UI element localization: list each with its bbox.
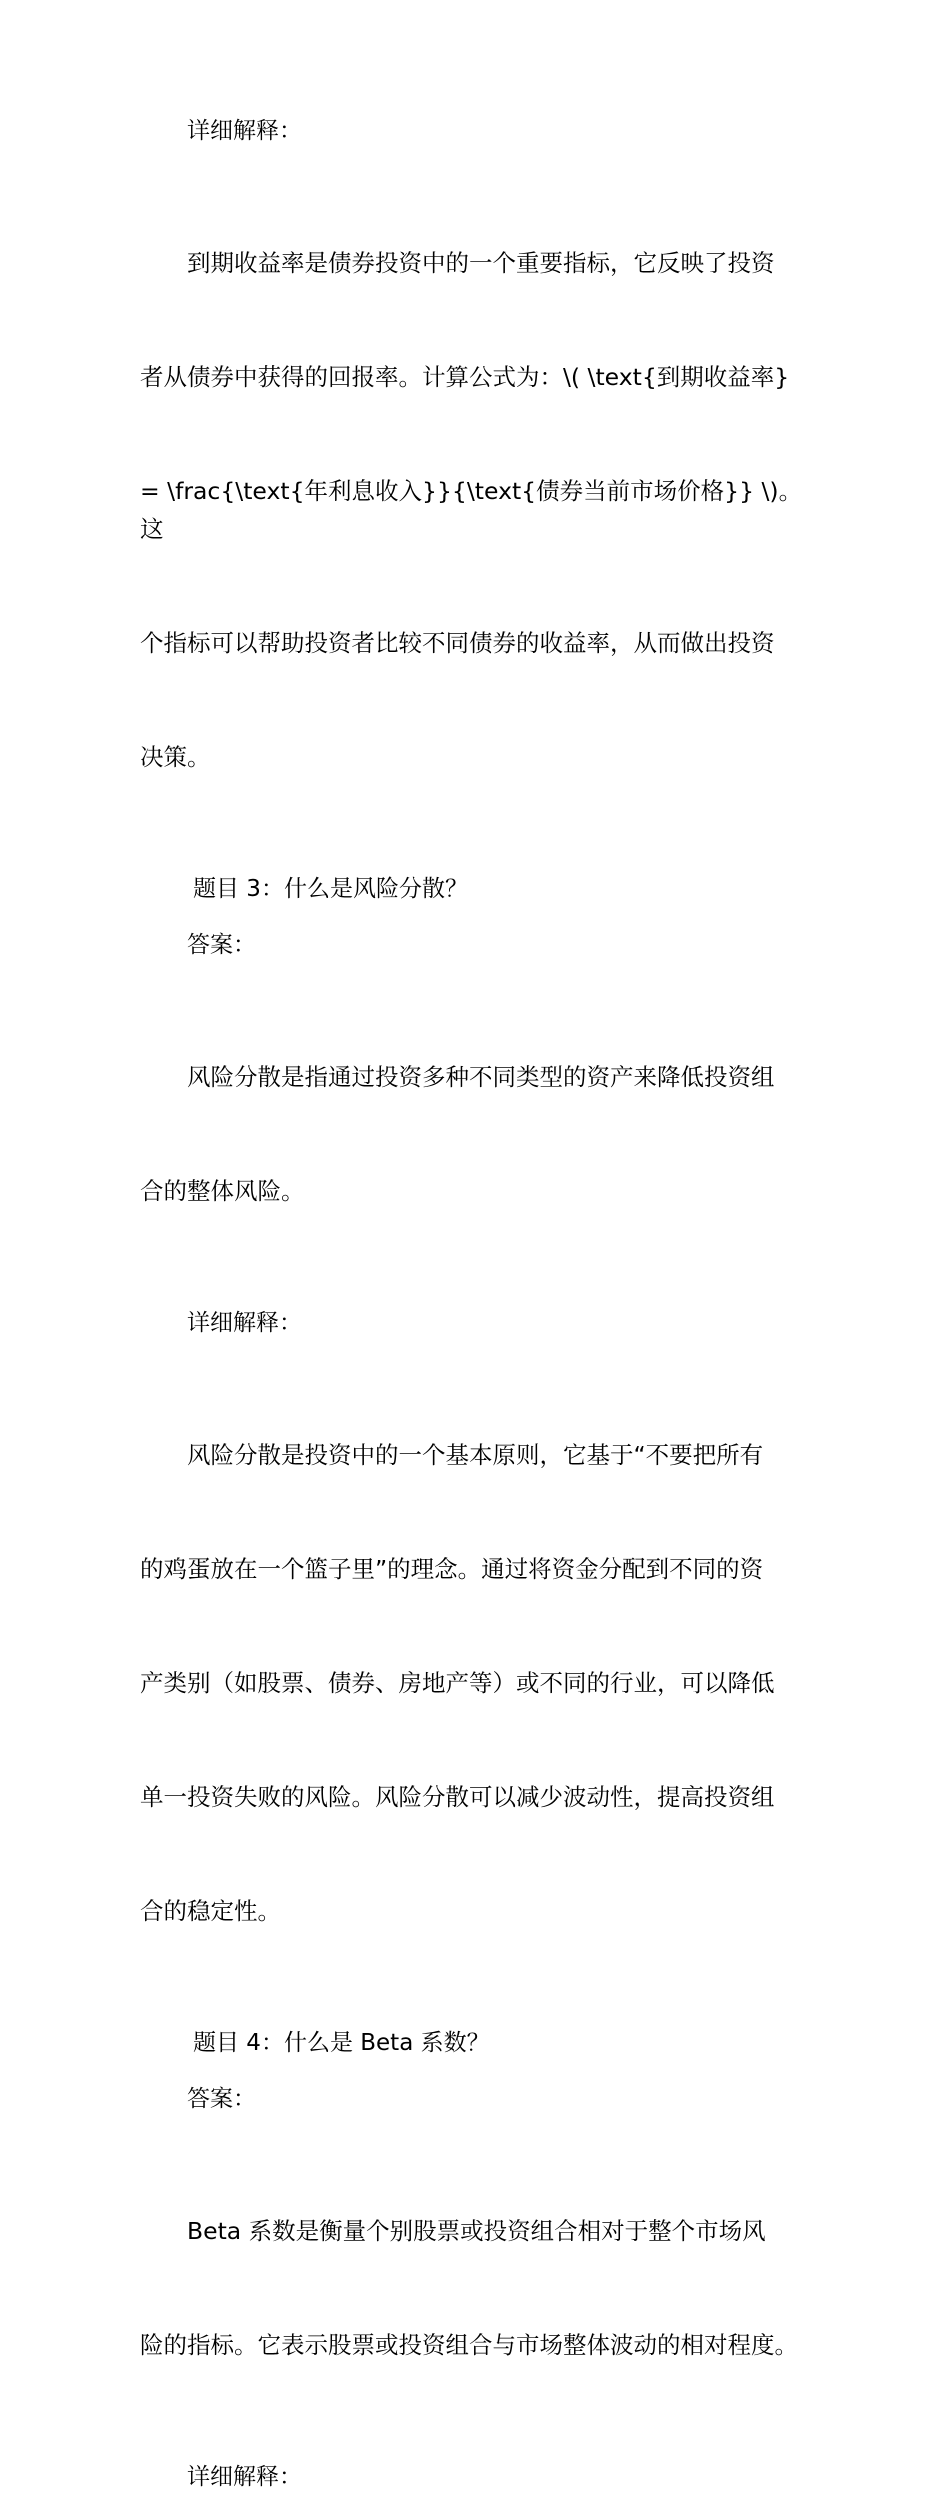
question-4-heading: 题目 4：什么是 Beta 系数？: [193, 2030, 490, 2056]
question-3-heading: 题目 3：什么是风险分散？: [193, 876, 468, 902]
text-line: 合的稳定性。: [140, 1897, 281, 1925]
text-line: Beta 系数是衡量个别股票或投资组合相对于整个市场风: [187, 2217, 766, 2245]
answer-label: 答案：: [187, 932, 256, 958]
text-line: 个指标可以帮助投资者比较不同债券的收益率，从而做出投资: [140, 629, 775, 657]
detail-label: 详细解释：: [187, 2464, 302, 2490]
text-line: 险的指标。它表示股票或投资组合与市场整体波动的相对程度。: [140, 2331, 798, 2359]
text-line: 产类别（如股票、债券、房地产等）或不同的行业，可以降低: [140, 1669, 775, 1697]
paragraph-diversification-explanation: [140, 1360, 820, 2006]
paragraph-ytm-explanation: [140, 168, 820, 852]
paragraph-beta-answer: [140, 2136, 820, 2440]
text-line: 到期收益率是债券投资中的一个重要指标，它反映了投资: [187, 249, 775, 277]
text-line: = \frac{\text{年利息收入}}{\text{债券当前市场价格}} \)。这: [140, 477, 803, 543]
answer-label: 答案：: [187, 2086, 256, 2112]
text-line: 单一投资失败的风险。风险分散可以减少波动性，提高投资组: [140, 1783, 775, 1811]
text-line: 风险分散是指通过投资多种不同类型的资产来降低投资组: [187, 1063, 775, 1091]
text-line: 的鸡蛋放在一个篮子里”的理念。通过将资金分配到不同的资: [140, 1555, 764, 1583]
paragraph-diversification-answer: [140, 982, 820, 1286]
document-page: [140, 112, 820, 2514]
text-line: 合的整体风险。: [140, 1177, 305, 1205]
detail-label: 详细解释：: [187, 1310, 302, 1336]
text-line: 决策。: [140, 743, 211, 771]
text-line: 风险分散是投资中的一个基本原则，它基于“不要把所有: [187, 1441, 764, 1469]
detail-label: 详细解释：: [187, 118, 302, 144]
text-line: 者从债券中获得的回报率。计算公式为：\( \text{到期收益率}: [140, 363, 790, 391]
